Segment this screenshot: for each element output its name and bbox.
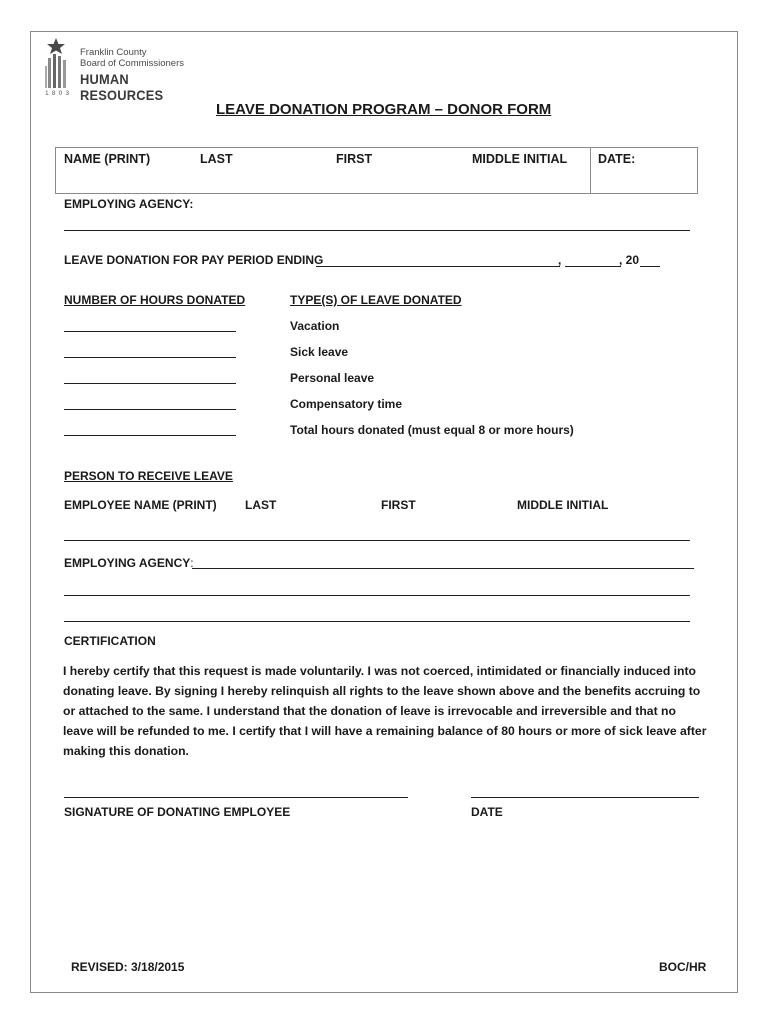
hours-line-vacation[interactable] [64, 331, 236, 332]
recipient-name-label: EMPLOYEE NAME (PRINT) [64, 498, 217, 512]
recipient-agency-colon: : [190, 556, 194, 570]
form-title: LEAVE DONATION PROGRAM – DONOR FORM [216, 101, 552, 118]
table-divider [590, 148, 591, 193]
recipient-last-label: LAST [245, 498, 277, 512]
name-print-label: NAME (PRINT) [64, 152, 151, 166]
pay-period-comma: , [558, 253, 562, 267]
signature-date-label: DATE [471, 805, 503, 819]
department-name: HUMAN RESOURCES [80, 71, 164, 103]
date-label: DATE: [598, 152, 636, 166]
certification-text: I hereby certify that this request is made voluntarily. I was not coerced, intimidated or financially induced into donating leave. By signing I hereby relinquish all rights to the leave shown above and the benefits accruing to or attached to the same. I understand that the donation of leave is irrevocable and irreversible and that no leave will be refunded to me. I certify that I will have a remaining balance of 80 hours or more of sick leave after making this donation. [63, 664, 707, 758]
pay-period-year-prefix: , 20 [619, 253, 640, 267]
hours-line-total[interactable] [64, 435, 236, 436]
revised-date: REVISED: 3/18/2015 [71, 960, 185, 974]
last-label: LAST [200, 152, 233, 166]
hours-line-personal[interactable] [64, 383, 236, 384]
pay-period-label: LEAVE DONATION FOR PAY PERIOD ENDING [64, 253, 324, 267]
employing-agency-label: EMPLOYING AGENCY: [64, 197, 194, 211]
middle-initial-label: MIDDLE INITIAL [472, 152, 568, 166]
leave-types-header: TYPE(S) OF LEAVE DONATED [290, 293, 462, 307]
certification-heading: CERTIFICATION [64, 634, 156, 648]
recipient-agency-line[interactable] [192, 568, 694, 569]
recipient-agency-text: EMPLOYING AGENCY [64, 556, 191, 570]
pay-period-day-line[interactable] [565, 266, 621, 267]
leave-type-sick: Sick leave [290, 345, 349, 359]
star-building-icon [42, 38, 72, 94]
leave-type-personal: Personal leave [290, 371, 375, 385]
leave-type-compensatory: Compensatory time [290, 397, 403, 411]
signature-line[interactable] [64, 797, 408, 798]
first-label: FIRST [336, 152, 373, 166]
org-name-line1: Franklin County [80, 47, 147, 58]
pay-period-year-line[interactable] [640, 266, 660, 267]
county-logo [42, 38, 202, 103]
signature-label: SIGNATURE OF DONATING EMPLOYEE [64, 805, 291, 819]
recipient-middle-initial-label: MIDDLE INITIAL [517, 498, 609, 512]
founding-year: 1803 [45, 90, 73, 97]
leave-type-total: Total hours donated (must equal 8 or more hours) [290, 423, 574, 437]
recipient-extra-line-1[interactable] [64, 595, 690, 596]
signature-date-line[interactable] [471, 797, 699, 798]
recipient-extra-line-2[interactable] [64, 621, 690, 622]
recipient-name-line[interactable] [64, 540, 690, 541]
pay-period-date-line[interactable] [316, 266, 560, 267]
org-name-line2: Board of Commissioners [80, 58, 185, 69]
hours-line-sick[interactable] [64, 357, 236, 358]
hours-donated-header: NUMBER OF HOURS DONATED [64, 293, 246, 307]
recipient-first-label: FIRST [381, 498, 416, 512]
recipient-heading: PERSON TO RECEIVE LEAVE [64, 469, 233, 483]
department-code: BOC/HR [659, 960, 707, 974]
employing-agency-line[interactable] [64, 230, 690, 231]
leave-type-vacation: Vacation [290, 319, 340, 333]
recipient-agency-label [64, 556, 194, 570]
hours-line-compensatory[interactable] [64, 409, 236, 410]
